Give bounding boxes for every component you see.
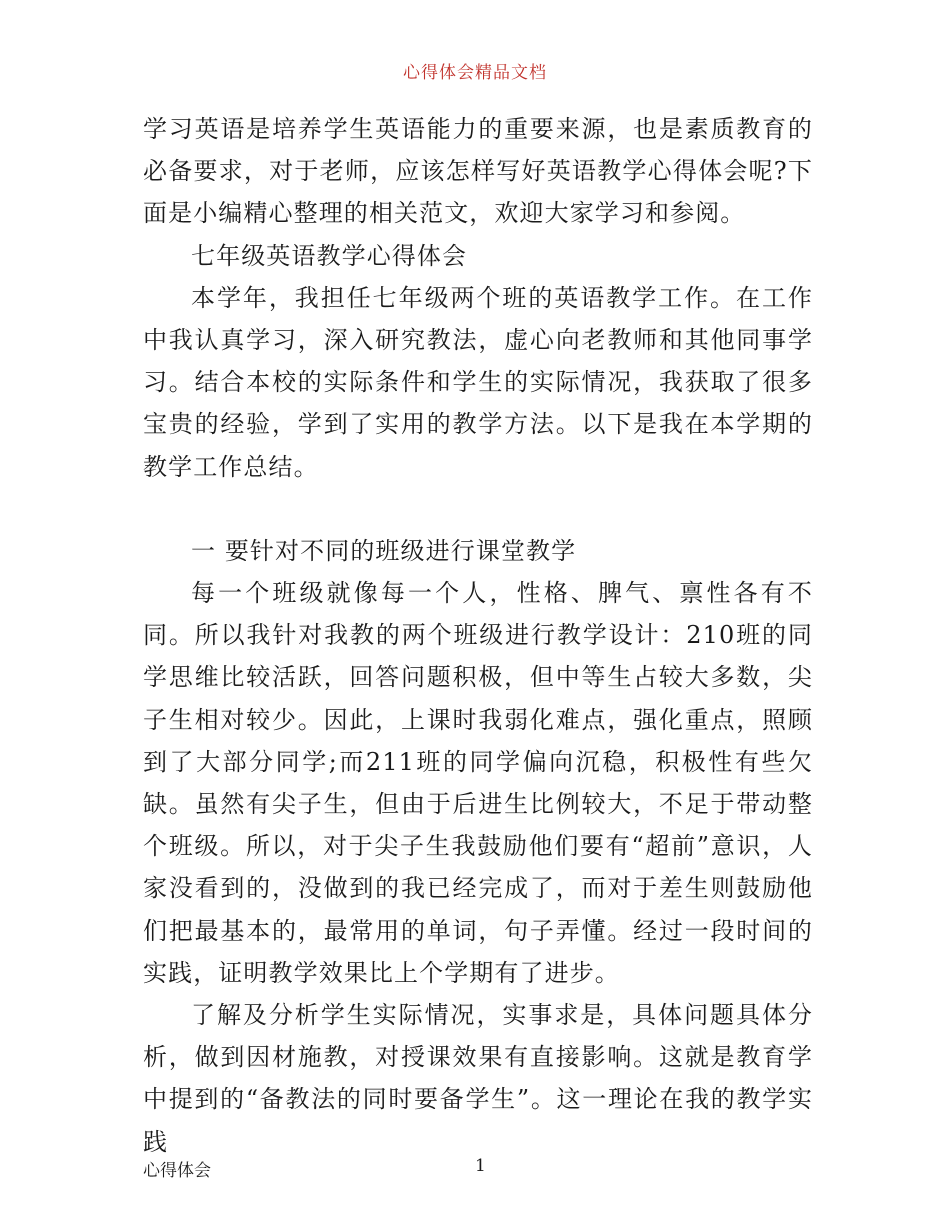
page-header-title: 心得体会精品文档 (403, 63, 547, 83)
document-body (143, 108, 813, 1163)
paragraph-1: 本学年，我担任七年级两个班的英语教学工作。在工作中我认真学习，深入研究教法，虚心向老教师和其他同事学习。结合本校的实际条件和学生的实际情况，我获取了很多宝贵的经验，学到了实用的教学方法。以下是我在本学期的教学工作总结。 (143, 283, 813, 481)
section-heading-1: 一 要针对不同的班级进行课堂教学 (191, 536, 577, 565)
footer-label: 心得体会 (143, 1161, 211, 1181)
intro-paragraph: 学习英语是培养学生英语能力的重要来源，也是素质教育的必备要求，对于老师，应该怎样写好英语教学心得体会呢?下面是小编精心整理的相关范文，欢迎大家学习和参阅。 (143, 115, 813, 228)
page-number: 1 (475, 1156, 486, 1176)
paragraph-spacer (143, 488, 813, 530)
paragraph-2: 每一个班级就像每一个人，性格、脾气、禀性各有不同。所以我针对我教的两个班级进行教学设计：210班的同学思维比较活跃，回答问题积极，但中等生占较大多数，尖子生相对较少。因此，上课时我弱化难点，强化重点，照顾到了大部分同学;而211班的同学偏向沉稳，积极性有些欠缺。虽然有尖子生，但由于后进生比例较大，不足于带动整个班级。所以，对于尖子生我鼓励他们要有“超前”意识，人家没看到的，没做到的我已经完成了，而对于差生则鼓励他们把最基本的，最常用的单词，句子弄懂。经过一段时间的实践，证明教学效果比上个学期有了进步。 (143, 579, 813, 987)
paragraph-3: 了解及分析学生实际情况，实事求是，具体问题具体分析，做到因材施教，对授课效果有直接影响。这就是教育学中提到的“备教法的同时要备学生”。这一理论在我的教学实践 (143, 1001, 813, 1156)
article-title: 七年级英语教学心得体会 (191, 241, 468, 270)
